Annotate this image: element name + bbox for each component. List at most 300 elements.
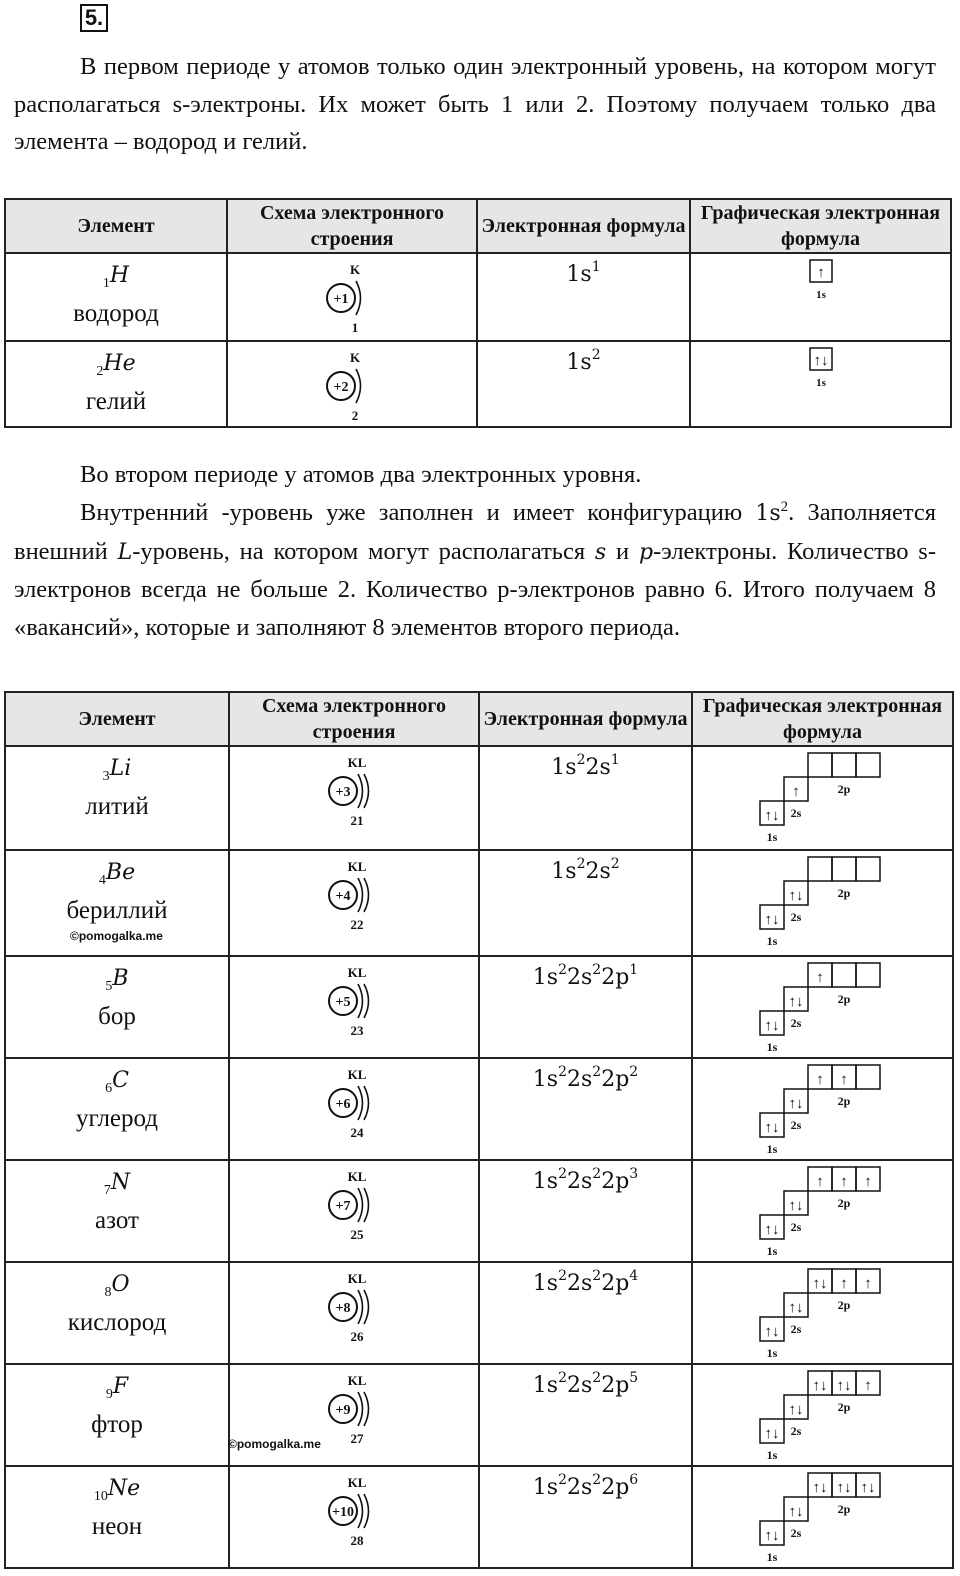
header-element: Элемент [5, 199, 227, 253]
formula-exponent: 2 [558, 1268, 567, 1284]
formula-term: 1s [566, 350, 592, 375]
electron-formula [480, 1059, 691, 1092]
shell-electron-counts: 1 [351, 320, 359, 335]
orbital-2p-cell-arrows: ↑ [815, 1174, 824, 1190]
cell-graphic [692, 956, 953, 1058]
header-formula: Электронная формула [479, 692, 692, 746]
cell-scheme [227, 341, 477, 427]
electron-formula [480, 851, 691, 884]
formula-exponent: 2 [592, 962, 602, 978]
nucleus-charge: +1 [333, 292, 349, 307]
formula-exponent: 2 [558, 962, 567, 978]
orbital-label-1s: 1s [766, 1142, 777, 1156]
cell-formula [479, 746, 692, 850]
orbital-label-2p: 2p [837, 1502, 850, 1516]
electron-shell-arc [358, 984, 363, 1018]
cell-graphic [692, 1466, 953, 1568]
atomic-number: 3 [102, 769, 110, 784]
orbital-2p-cell-arrows: ↑↓ [836, 1378, 851, 1394]
formula-term: 2p [601, 1169, 630, 1194]
formula-term: 1s [532, 1373, 559, 1398]
period1-table [4, 198, 952, 428]
electron-formula [480, 1263, 691, 1296]
electron-shell-arc [358, 1188, 363, 1222]
cell-scheme [229, 1262, 479, 1364]
orbital-label-1s: 1s [766, 1244, 777, 1258]
atomic-number: 10 [93, 1489, 108, 1504]
orbital-label-2s: 2s [790, 806, 801, 820]
table-row [5, 1466, 953, 1568]
orbital-2p-cell-arrows: ↑ [863, 1378, 872, 1394]
task-number-badge: 5. [80, 4, 108, 32]
orbital-diagram [758, 1063, 888, 1159]
shell-letters: KL [347, 1271, 367, 1286]
watermark: ©pomogalka.me [70, 929, 163, 943]
formula-term: 1s [532, 1271, 559, 1296]
orbital-1s-cell-arrows: ↑ [816, 265, 825, 281]
formula-term: 1s [566, 262, 592, 287]
element-name: углерод [75, 1105, 159, 1132]
electron-shell-arc [364, 1086, 369, 1120]
symbol: Be [105, 860, 136, 885]
cell-formula [479, 1262, 692, 1364]
formula-exponent: 2 [558, 1472, 567, 1488]
cell-element [5, 253, 227, 341]
formula-term: 2p [601, 965, 630, 990]
formula-term: 2s [566, 1475, 593, 1500]
orbital-1s-cell-arrows: ↑↓ [813, 353, 828, 369]
formula-exponent: 2 [576, 752, 586, 768]
symbol: N [110, 1170, 131, 1195]
orbital-label-1s: 1s [815, 289, 826, 301]
shell-electron-counts: 21 [350, 813, 364, 828]
orbital-2s-cell-arrows: ↑↓ [788, 1198, 803, 1214]
shell-electron-counts: 24 [350, 1125, 364, 1140]
element-cell [6, 851, 228, 926]
cell-scheme [229, 850, 479, 956]
table-row [5, 341, 951, 427]
formula-exponent: 1 [629, 962, 639, 978]
formula-term: 2s [566, 1373, 593, 1398]
atom-shell-diagram [309, 859, 399, 935]
element-symbol [6, 1269, 228, 1308]
cell-graphic [692, 746, 953, 850]
electron-shell-arc [358, 1392, 363, 1426]
orbital-1s-cell-arrows: ↑↓ [764, 1018, 779, 1034]
cell-formula [479, 1160, 692, 1262]
shell-letters: KL [347, 859, 367, 874]
watermark: ©pomogalka.me [228, 1437, 321, 1451]
formula-exponent: 2 [592, 1064, 602, 1080]
orbital-diagram [758, 855, 888, 951]
shell-electron-counts: 23 [350, 1023, 364, 1038]
orbital-2s-cell-arrows: ↑↓ [788, 1300, 803, 1316]
cell-scheme [229, 1466, 479, 1568]
orbital-2p-cell [832, 963, 856, 987]
orbital-label-2s: 2s [790, 1118, 801, 1132]
cell-element [5, 1466, 229, 1568]
orbital-2p-cell [808, 753, 832, 777]
orbital-diagram [758, 1267, 888, 1363]
formula-term: 1s [532, 1169, 559, 1194]
element-name: азот [95, 1207, 139, 1234]
cell-formula [477, 341, 690, 427]
orbital-label-2p: 2p [837, 886, 850, 900]
element-cell [6, 747, 228, 822]
formula-exponent: 2 [558, 1370, 567, 1386]
formula-exponent: 2 [592, 1268, 602, 1284]
formula-exponent: 6 [629, 1472, 639, 1488]
element-cell [6, 1467, 228, 1542]
orbital-diagram [758, 1471, 888, 1567]
formula-exponent: 1 [610, 752, 620, 768]
element-name: неон [91, 1513, 143, 1540]
nucleus-charge: +5 [335, 995, 351, 1010]
formula-term: 2s [566, 1271, 593, 1296]
formula-term: 2s [566, 1169, 593, 1194]
orbital-label-2s: 2s [790, 1016, 801, 1030]
formula-term: 1s [551, 755, 577, 780]
electron-shell-arc [356, 281, 361, 315]
nucleus-charge: +8 [335, 1301, 351, 1316]
element-cell [6, 1059, 228, 1134]
shell-letters: KL [347, 1475, 367, 1490]
orbital-label-2s: 2s [790, 1526, 801, 1540]
element-name: бериллий [66, 897, 168, 924]
orbital-label-2p: 2p [837, 1094, 850, 1108]
electron-formula [480, 1161, 691, 1194]
header-scheme: Схема электронного строения [227, 199, 477, 253]
table-header-row [5, 692, 953, 746]
orbital-label-1s: 1s [766, 1448, 777, 1462]
shell-electron-counts: 26 [350, 1329, 364, 1344]
electron-shell-arc [364, 984, 369, 1018]
element-symbol [6, 857, 228, 896]
atomic-number: 2 [96, 364, 104, 379]
shell-letters: KL [347, 1169, 367, 1184]
formula-term: 1s [532, 1475, 559, 1500]
orbital-2p-cell-arrows: ↑ [839, 1072, 848, 1088]
formula-exponent: 2 [629, 1064, 639, 1080]
shell-letters: K [349, 262, 361, 277]
orbital-2s-cell-arrows: ↑ [791, 784, 800, 800]
atomic-number: 4 [98, 873, 106, 888]
orbital-2p-cell-arrows: ↑ [815, 970, 824, 986]
cell-element [5, 341, 227, 427]
orbital-label-1s: 1s [766, 830, 777, 844]
orbital-label-2s: 2s [790, 1322, 801, 1336]
electron-shell-arc [358, 878, 363, 912]
orbital-2p-cell [856, 857, 880, 881]
shell-electron-counts: 2 [351, 408, 359, 423]
table-header-row [5, 199, 951, 253]
element-cell [6, 1365, 228, 1440]
element-symbol [6, 1473, 228, 1512]
formula-term: 2p [601, 1067, 630, 1092]
electron-shell-arc [364, 1188, 369, 1222]
cell-element [5, 1160, 229, 1262]
nucleus-charge: +9 [335, 1403, 351, 1418]
cell-graphic [692, 1160, 953, 1262]
cell-graphic [692, 850, 953, 956]
element-symbol [6, 753, 228, 792]
orbital-1s-cell-arrows: ↑↓ [764, 808, 779, 824]
cell-element [5, 746, 229, 850]
orbital-label-2p: 2p [837, 992, 850, 1006]
orbital-2p-cell [832, 857, 856, 881]
electron-shell-arc [364, 1392, 369, 1426]
formula-exponent: 4 [629, 1268, 639, 1284]
cell-graphic [690, 341, 951, 427]
symbol: Li [109, 756, 132, 781]
atomic-number: 5 [105, 979, 113, 994]
orbital-2p-cell-arrows: ↑↓ [812, 1378, 827, 1394]
header-formula: Электронная формула [477, 199, 690, 253]
atomic-number: 7 [103, 1183, 111, 1198]
electron-shell-arc [358, 1494, 363, 1528]
orbital-2p-cell-arrows: ↑ [863, 1174, 872, 1190]
cell-scheme [229, 1058, 479, 1160]
orbital-1s-cell-arrows: ↑↓ [764, 1528, 779, 1544]
atom-shell-diagram [309, 1169, 399, 1245]
orbital-label-2s: 2s [790, 1220, 801, 1234]
table-row [5, 1262, 953, 1364]
shell-electron-counts: 25 [350, 1227, 364, 1242]
cell-element [5, 1364, 229, 1466]
element-name: водород [73, 300, 159, 327]
formula-exponent: 2 [591, 347, 601, 363]
table-row [5, 746, 953, 850]
orbital-label-2p: 2p [837, 782, 850, 796]
formula-exponent: 1 [591, 259, 601, 275]
orbital-diagram [758, 1165, 888, 1261]
element-cell [6, 957, 228, 1032]
cell-graphic [692, 1058, 953, 1160]
formula-exponent: 2 [558, 1166, 567, 1182]
atom-shell-diagram [309, 1067, 399, 1143]
orbital-diagram [758, 751, 888, 847]
element-name: литий [85, 793, 149, 820]
atomic-number: 6 [105, 1081, 113, 1096]
orbital-2s-cell-arrows: ↑↓ [788, 1402, 803, 1418]
cell-graphic [692, 1364, 953, 1466]
orbital-1s-cell-arrows: ↑↓ [764, 912, 779, 928]
orbital-label-1s: 1s [766, 1040, 777, 1054]
cell-scheme [229, 746, 479, 850]
orbital-2p-cell-arrows: ↑ [839, 1174, 848, 1190]
orbital-label-1s: 1s [766, 1346, 777, 1360]
orbital-2p-cell-arrows: ↑↓ [836, 1480, 851, 1496]
formula-term: 2p [601, 1373, 630, 1398]
orbital-2p-cell [856, 1065, 880, 1089]
shell-letters: KL [347, 755, 367, 770]
orbital-label-2p: 2p [837, 1196, 850, 1210]
atom-shell-diagram [309, 1475, 399, 1551]
period2-paragraph: Внутренний -уровень уже заполнен и имеет конфигурацию $1s^2$. Заполняется внешний L-уровень, на котором могут располагаться s и p-электроны. Количество s-электронов всегда не больше 2. Количество p-электронов равно 6. Итого получаем 8 «вакансий», которые и заполняют 8 элементов второго периода. [14, 499, 936, 641]
orbital-label-2p: 2p [837, 1400, 850, 1414]
formula-exponent: 2 [558, 1064, 567, 1080]
shell-electron-counts: 27 [350, 1431, 364, 1446]
formula-term: 2s [585, 859, 611, 884]
element-name: бор [98, 1003, 136, 1030]
shell-electron-counts: 28 [350, 1533, 364, 1548]
electron-shell-arc [364, 1494, 369, 1528]
orbital-1s-cell-arrows: ↑↓ [764, 1324, 779, 1340]
shell-letters: KL [347, 1373, 367, 1388]
electron-formula [478, 342, 689, 375]
symbol: H [109, 263, 130, 288]
formula-term: 1s [532, 965, 559, 990]
nucleus-charge: +2 [333, 380, 349, 395]
nucleus-charge: +3 [335, 785, 351, 800]
orbital-2s-cell-arrows: ↑↓ [788, 1096, 803, 1112]
cell-scheme [229, 956, 479, 1058]
element-symbol [6, 963, 228, 1002]
shell-letters: K [349, 350, 361, 365]
formula-term: 2s [566, 965, 593, 990]
cell-formula [479, 1466, 692, 1568]
electron-formula [480, 957, 691, 990]
orbital-2p-cell-arrows: ↑↓ [812, 1276, 827, 1292]
symbol: O [111, 1272, 130, 1297]
table-row [5, 253, 951, 341]
symbol: F [112, 1374, 129, 1399]
orbital-diagram [801, 346, 841, 392]
electron-shell-arc [358, 774, 363, 808]
atomic-number: 9 [105, 1387, 113, 1402]
formula-exponent: 2 [592, 1166, 602, 1182]
orbital-1s-cell-arrows: ↑↓ [764, 1426, 779, 1442]
header-scheme: Схема электронного строения [229, 692, 479, 746]
element-name: фтор [91, 1411, 143, 1438]
table-row [5, 956, 953, 1058]
orbital-2p-cell-arrows: ↑ [863, 1276, 872, 1292]
electron-formula [480, 747, 691, 780]
atom-shell-diagram [309, 1373, 399, 1449]
element-name: кислород [67, 1309, 167, 1336]
symbol: C [112, 1068, 129, 1093]
orbital-2s-cell-arrows: ↑↓ [788, 1504, 803, 1520]
orbital-2p-cell [856, 753, 880, 777]
shell-electron-counts: 22 [350, 917, 364, 932]
element-symbol [6, 1065, 228, 1104]
electron-formula [480, 1467, 691, 1500]
formula-term: 2p [601, 1271, 630, 1296]
element-cell [6, 1161, 228, 1236]
atom-shell-diagram [309, 755, 399, 831]
symbol: Ne [107, 1476, 141, 1501]
orbital-2p-cell-arrows: ↑ [815, 1072, 824, 1088]
formula-exponent: 5 [629, 1370, 639, 1386]
electron-formula [480, 1365, 691, 1398]
element-symbol [6, 1371, 228, 1410]
cell-formula [479, 850, 692, 956]
electron-formula [478, 254, 689, 287]
formula-exponent: 2 [592, 1472, 602, 1488]
cell-graphic [692, 1262, 953, 1364]
element-cell [6, 254, 226, 329]
electron-shell-arc [356, 369, 361, 403]
orbital-2s-cell-arrows: ↑↓ [788, 888, 803, 904]
atomic-number: 1 [102, 276, 110, 291]
cell-scheme [227, 253, 477, 341]
table-row [5, 1364, 953, 1466]
atom-shell-diagram [309, 1271, 399, 1347]
orbital-1s-cell-arrows: ↑↓ [764, 1222, 779, 1238]
atom-shell-diagram [309, 965, 399, 1041]
orbital-label-1s: 1s [766, 1550, 777, 1564]
orbital-2p-cell [832, 753, 856, 777]
atom-shell-diagram [307, 262, 397, 338]
shell-letters: KL [347, 1067, 367, 1082]
intro-paragraph: В первом периоде у атомов только один электронный уровень, на котором могут располагаться s-электроны. Их может быть 1 или 2. Поэтому получаем только два элемента – водород и гелий. [14, 53, 936, 155]
electron-shell-arc [358, 1086, 363, 1120]
nucleus-charge: +7 [335, 1199, 351, 1214]
formula-exponent: 3 [629, 1166, 639, 1182]
formula-exponent: 2 [576, 856, 586, 872]
formula-exponent: 2 [610, 856, 620, 872]
electron-shell-arc [364, 774, 369, 808]
orbital-1s-cell-arrows: ↑↓ [764, 1120, 779, 1136]
atomic-number: 8 [104, 1285, 112, 1300]
cell-element [5, 1058, 229, 1160]
orbital-diagram [758, 961, 888, 1057]
cell-scheme [229, 1160, 479, 1262]
nucleus-charge: +6 [335, 1097, 351, 1112]
orbital-2s-cell-arrows: ↑↓ [788, 994, 803, 1010]
cell-formula [479, 1364, 692, 1466]
element-symbol [6, 348, 226, 387]
header-graphic: Графическая электронная формула [692, 692, 953, 746]
cell-formula [479, 956, 692, 1058]
table-row [5, 1058, 953, 1160]
cell-element [5, 956, 229, 1058]
cell-formula [479, 1058, 692, 1160]
atom-shell-diagram [307, 350, 397, 426]
orbital-diagram [801, 258, 841, 304]
nucleus-charge: +10 [332, 1505, 354, 1520]
orbital-label-1s: 1s [815, 377, 826, 389]
cell-element [5, 1262, 229, 1364]
electron-shell-arc [364, 878, 369, 912]
formula-term: 2s [566, 1067, 593, 1092]
orbital-2p-cell-arrows: ↑ [839, 1276, 848, 1292]
orbital-2p-cell [808, 857, 832, 881]
orbital-diagram [758, 1369, 888, 1465]
element-cell [6, 342, 226, 417]
period2-line1: Во втором периоде у атомов два электронных уровня. [80, 461, 642, 488]
formula-term: 2p [601, 1475, 630, 1500]
orbital-label-2p: 2p [837, 1298, 850, 1312]
electron-shell-arc [364, 1290, 369, 1324]
formula-term: 1s [532, 1067, 559, 1092]
cell-formula [477, 253, 690, 341]
formula-term: 1s [551, 859, 577, 884]
nucleus-charge: +4 [335, 889, 351, 904]
symbol: He [103, 351, 136, 376]
orbital-2p-cell-arrows: ↑↓ [812, 1480, 827, 1496]
cell-graphic [690, 253, 951, 341]
orbital-2p-cell [856, 963, 880, 987]
formula-term: 2s [585, 755, 611, 780]
element-cell [6, 1263, 228, 1338]
period2-table [4, 691, 954, 1569]
element-name: гелий [85, 388, 147, 415]
header-graphic: Графическая электронная формула [690, 199, 951, 253]
formula-exponent: 2 [592, 1370, 602, 1386]
orbital-label-2s: 2s [790, 910, 801, 924]
orbital-label-2s: 2s [790, 1424, 801, 1438]
